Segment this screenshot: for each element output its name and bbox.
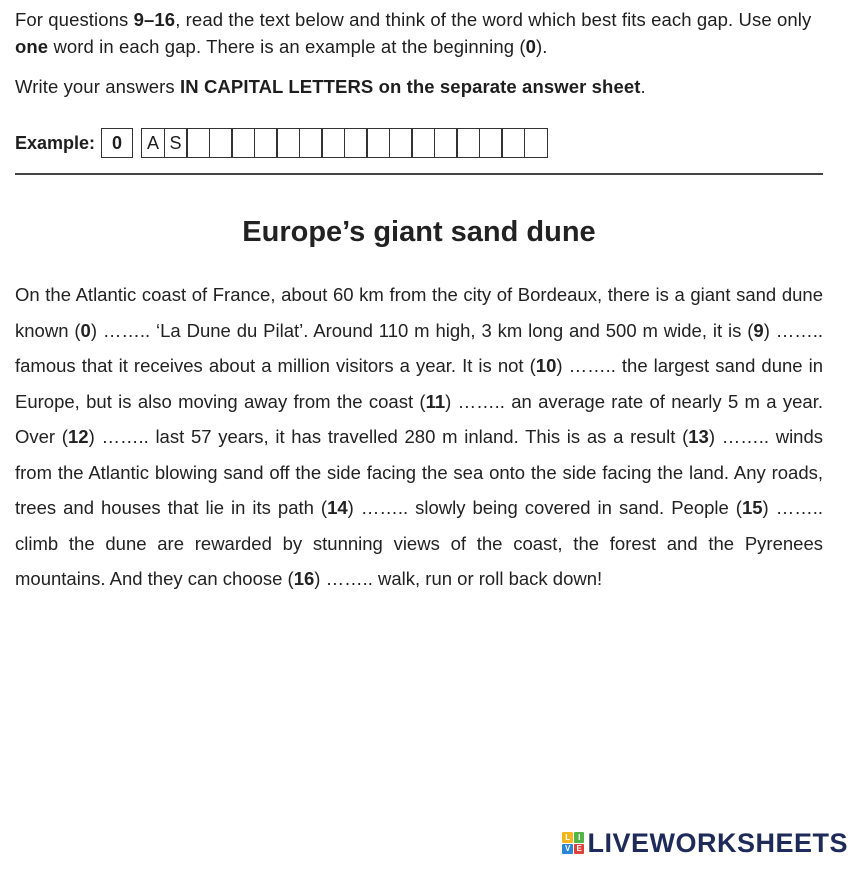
empty-letter-box [389,128,413,158]
gap-number-13: 13 [688,426,709,447]
section-divider [15,173,823,175]
empty-letter-box [524,128,548,158]
question-range: 9–16 [133,9,176,30]
instructions-text: Write your answers [15,76,181,97]
logo-text: LIVEWORKSHEETS [587,827,848,858]
emphasis-one: one [15,36,49,57]
passage-text: ) …….. the largest sand dune in Europe, but is also moving away from the coast ( [15,355,824,412]
empty-letter-box [254,128,278,158]
empty-letter-box [366,128,390,158]
empty-letter-box [344,128,368,158]
gap-number-12: 12 [67,426,89,447]
instructions-text: ). [536,36,548,57]
example-letter-box: A [141,128,165,158]
empty-letter-box [276,128,300,158]
instructions-paragraph-2 [15,73,835,100]
instructions-text: . [640,76,646,97]
logo-mark-tile: E [574,844,585,855]
instructions-text: , read the text below and think of the word which best fits each gap. Use only [175,9,812,30]
passage-text: ) …….. slowly being covered in sand. People ( [347,497,742,518]
example-answer-boxes [101,128,548,158]
passage-text: ) …….. climb the dune are rewarded by stunning views of the coast, the forest and the Pyrenees mountains. And they can choose ( [15,497,823,589]
gap-number-15: 15 [741,497,763,518]
liveworksheets-logo [562,828,848,858]
passage-title: Europe’s giant sand dune [242,216,596,248]
passage-text: ) …….. an average rate of nearly 5 m a year. Over ( [15,390,823,447]
instructions-paragraph-1 [15,6,835,60]
liveworksheets-logo-icon [562,832,584,854]
empty-letter-box [411,128,435,158]
gap-number-0: 0 [80,319,91,341]
passage-text: On the Atlantic coast of France, about 60 km from the city of Bordeaux, there is a giant sand dune known ( [15,284,823,341]
empty-letter-box [186,128,210,158]
empty-letter-box [479,128,503,158]
gap-number-9: 9 [753,319,764,341]
passage-paragraph [15,277,823,597]
example-row [15,128,548,158]
gap-number-14: 14 [327,497,348,518]
logo-mark-tile: I [574,832,585,843]
instructions [15,6,835,100]
passage-text: ) …….. last 57 years, it has travelled 280 m inland. This is as a result ( [88,426,689,447]
instructions-text: For questions [15,9,134,30]
empty-letter-box [321,128,345,158]
empty-letter-box [456,128,480,158]
example-number-box: 0 [101,128,133,158]
example-number-ref: 0 [525,36,536,57]
instructions-text: word in each gap. There is an example at the beginning ( [48,36,526,57]
passage-text: ) …….. famous that it receives about a million visitors a year. It is not ( [15,319,824,376]
gap-number-10: 10 [535,355,557,376]
example-letter-box: S [164,128,188,158]
empty-letter-box [231,128,255,158]
passage-body [15,277,823,597]
passage-text: ) …….. walk, run or roll back down! [314,568,603,589]
logo-mark-tile: V [562,844,573,855]
gap-number-11: 11 [425,390,446,412]
passage-text: ) …….. ‘La Dune du Pilat’. Around 110 m high, 3 km long and 500 m wide, it is ( [90,319,754,341]
logo-mark-tile: L [562,832,573,843]
capital-letters-instruction: IN CAPITAL LETTERS on the separate answer sheet [180,76,641,97]
empty-letter-box [299,128,323,158]
passage-text: ) …….. winds from the Atlantic blowing sand off the side facing the sea onto the side facing the land. Any roads, trees and houses that lie in its path ( [15,426,824,518]
empty-letter-box [209,128,233,158]
gap-number-16: 16 [293,568,315,589]
empty-letter-box [434,128,458,158]
empty-letter-box [501,128,525,158]
example-label: Example: [15,132,96,153]
